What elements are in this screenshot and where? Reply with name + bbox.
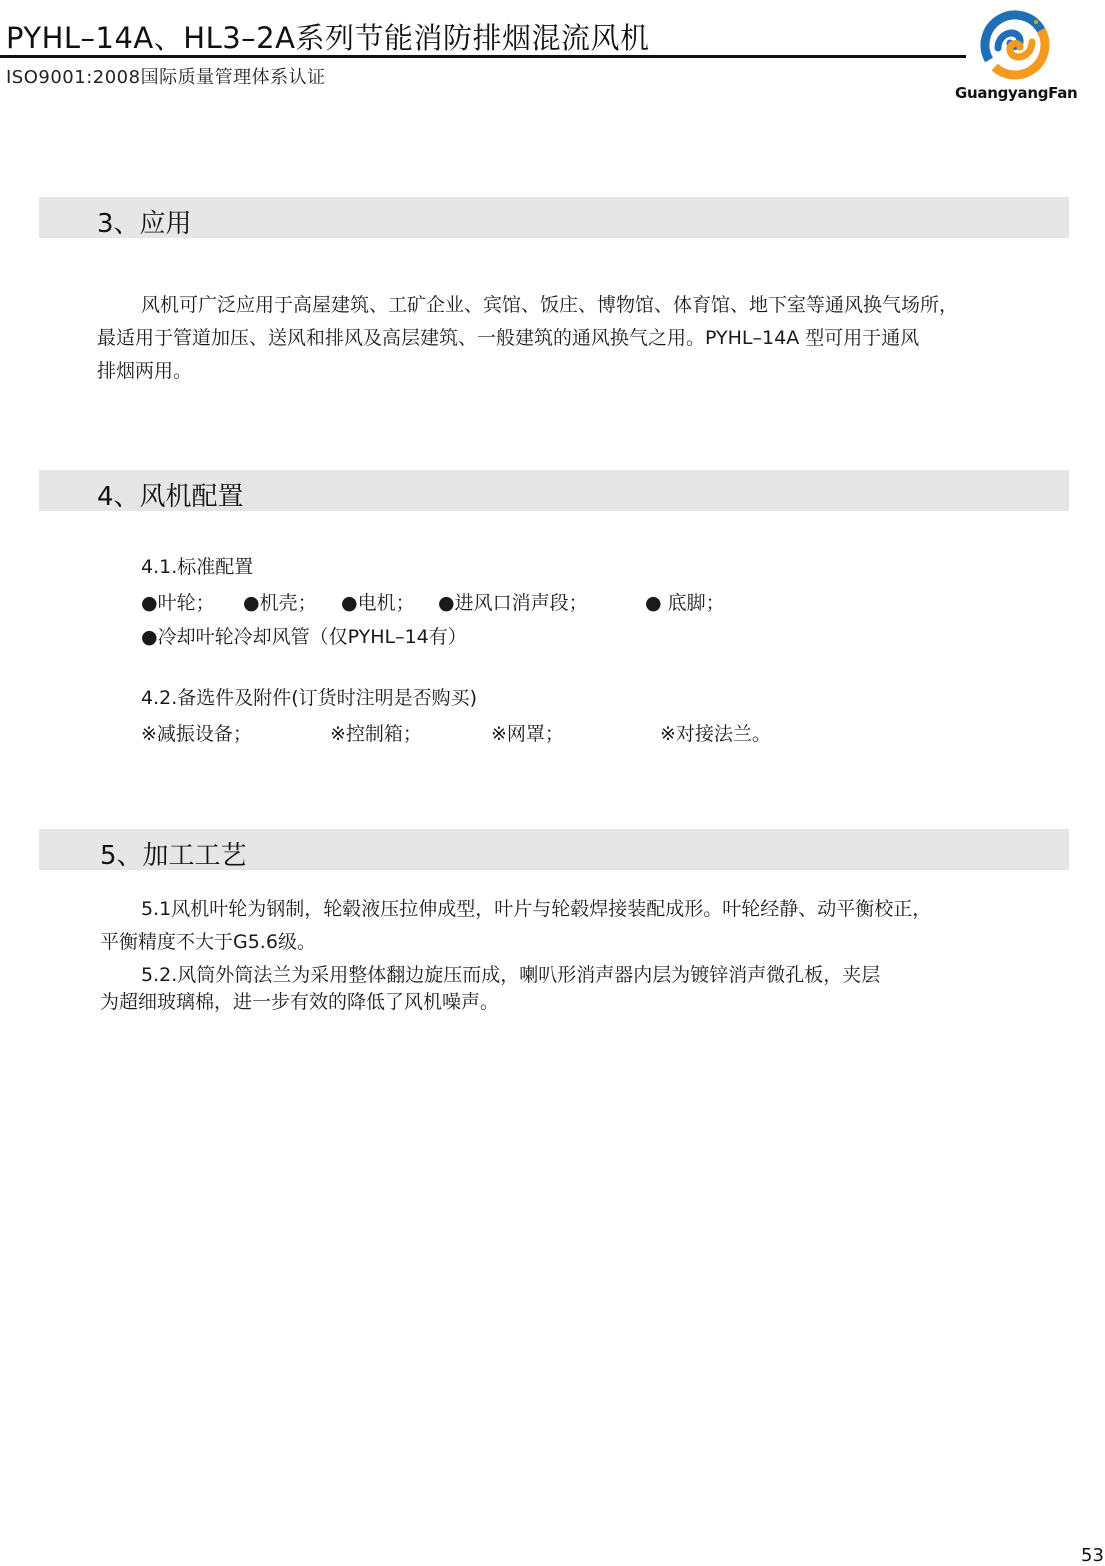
section-3-line-3: 排烟两用。 xyxy=(97,360,193,382)
document-title: PYHL–14A、HL3–2A系列节能消防排烟混流风机 xyxy=(6,21,650,55)
section-3-title: 3、应用 xyxy=(97,209,192,239)
section-3-line-1: 风机可广泛应用于高屋建筑、工矿企业、宾馆、饭庄、博物馆、体育馆、地下室等通风换气场所， xyxy=(141,294,959,316)
section-3-line-2: 最适用于管道加压、送风和排风及高层建筑、一般建筑的通风换气之用。PYHL–14A 型可用于通风 xyxy=(97,327,920,349)
optional-item-damper: ※减振设备； xyxy=(141,723,252,745)
section-5-title: 5、加工工艺 xyxy=(100,841,247,871)
section-5-line-1: 5.1风机叶轮为钢制，轮毂液压拉伸成型，叶片与轮毂焊接装配成形。叶轮经静、动平衡校正， xyxy=(141,898,932,920)
section-5-line-4: 为超细玻璃棉，进一步有效的降低了风机噪声。 xyxy=(100,991,500,1013)
guangyang-swirl-logo-icon xyxy=(980,10,1050,80)
page-number: 53 xyxy=(1081,1545,1104,1566)
optional-accessories-title: 4.2.备选件及附件(订货时注明是否购买) xyxy=(141,687,478,709)
standard-item-motor: ●电机； xyxy=(341,592,415,614)
title-rule xyxy=(0,55,966,58)
optional-item-control-box: ※控制箱； xyxy=(330,723,422,745)
certification-subtitle: ISO9001:2008国际质量管理体系认证 xyxy=(6,67,326,88)
section-4-title: 4、风机配置 xyxy=(97,482,244,512)
optional-item-guard: ※网罩； xyxy=(491,723,564,745)
section-3-bar xyxy=(39,197,1069,238)
section-4-bar xyxy=(39,470,1069,511)
standard-item-cooling-duct: ●冷却叶轮冷却风管（仅PYHL–14有） xyxy=(141,626,467,648)
company-logo xyxy=(950,10,1085,105)
section-5-line-3: 5.2.风筒外筒法兰为采用整体翻边旋压而成，喇叭形消声器内层为镀锌消声微孔板，夹层 xyxy=(141,964,881,986)
standard-item-impeller: ●叶轮； xyxy=(141,592,215,614)
standard-config-title: 4.1.标准配置 xyxy=(141,556,254,578)
optional-item-flange: ※对接法兰。 xyxy=(660,723,771,745)
section-5-bar xyxy=(39,829,1069,870)
standard-item-base-feet: ● 底脚； xyxy=(645,592,725,614)
logo-text: GuangyangFan xyxy=(955,84,1078,102)
standard-item-inlet-silencer: ●进风口消声段； xyxy=(438,592,588,614)
standard-item-casing: ●机壳； xyxy=(243,592,317,614)
section-5-line-2: 平衡精度不大于G5.6级。 xyxy=(100,931,316,953)
